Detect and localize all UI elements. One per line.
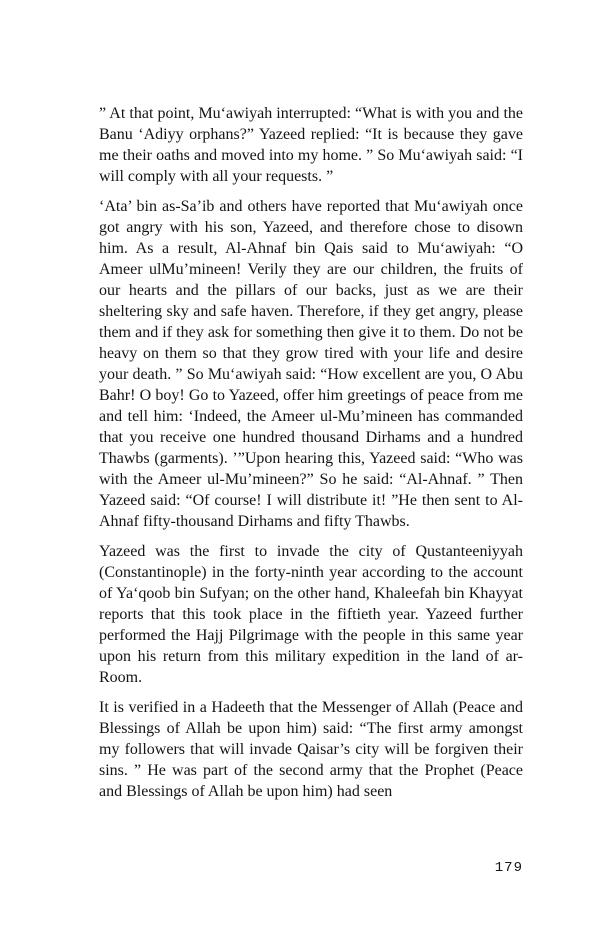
paragraph-4: It is verified in a Hadeeth that the Messenger of Allah (Peace and Blessings of Allah be upon him) said: “The first army amongst my followers that will invade Qaisar’s city will be forgiven their sins. ” He was part of the second army that the Prophet (Peace and Blessings of Allah be upon him) had seen (99, 699, 523, 800)
paragraph-2: ‘Ata’ bin as-Sa’ib and others have reported that Mu‘awiyah once got angry with his son, Yazeed, and therefore chose to disown him. As a result, Al-Ahnaf bin Qais said to Mu‘awiyah: “O Ameer ulMu’mineen! Verily they are our children, the fruits of our hearts and the pillars of our backs, just as we are their sheltering sky and safe haven. Therefore, if they get angry, please them and if they ask for something then give it to them. Do not be heavy on them so that they grow tired with your life and desire your death. ” So Mu‘awiyah said: “How excellent are you, O Abu Bahr! O boy! Go to Yazeed, offer him greetings of peace from me and tell him: ‘Indeed, the Ameer ul-Mu’mineen has commanded that you receive one hundred thousand Dirhams and a hundred Thawbs (garments). ’”Upon hearing this, Yazeed said: “Who was with the Ameer ul-Mu’mineen?” So he said: “Al-Ahnaf. ” Then Yazeed said: “Of course! I will distribute it! ”He then sent to Al-Ahnaf fifty-thousand Dirhams and fifty Thawbs. (99, 198, 523, 530)
paragraph-3: Yazeed was the first to invade the city of Qustanteeniyyah (Constantinople) in the forty-ninth year according to the account of Ya‘qoob bin Sufyan; on the other hand, Khaleefah bin Khayyat reports that this took place in the fiftieth year. Yazeed further performed the Hajj Pilgrimage with the people in this same year upon his return from this military expedition in the land of ar-Room. (99, 543, 523, 686)
paragraph-1: ” At that point, Mu‘awiyah interrupted: “What is with you and the Banu ‘Adiyy orphans?” Yazeed replied: “It is because they gave me their oaths and moved into my home. ” So Mu‘awiyah said: “I will comply with all your requests. ” (99, 105, 523, 185)
page-number: 179 (494, 860, 523, 876)
page-text-block (99, 103, 523, 811)
